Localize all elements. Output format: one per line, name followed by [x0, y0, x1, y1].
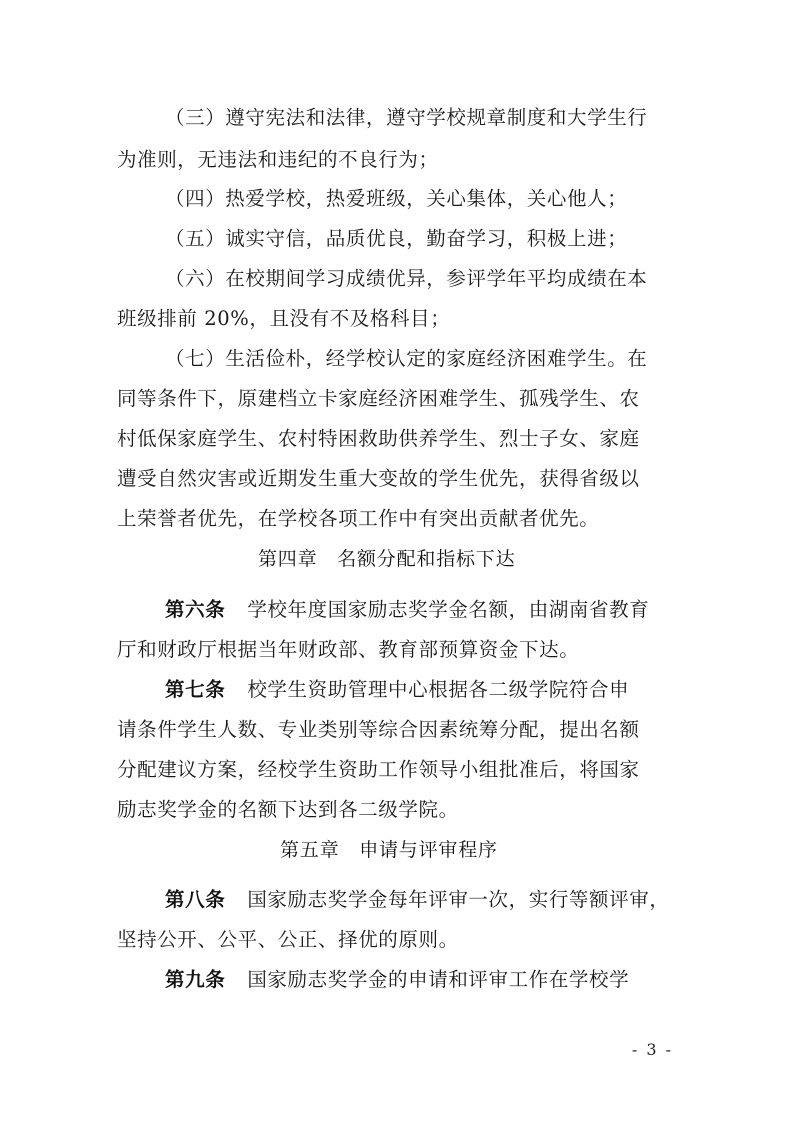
article-8-label: 第八条	[165, 888, 226, 911]
clause-6-line-1: （六）在校期间学习成绩优异，参评学年平均成绩在本	[165, 267, 648, 290]
clause-7-line-1: （七）生活俭朴，经学校认定的家庭经济困难学生。在	[165, 347, 648, 370]
article-7-line-2: 请条件学生人数、专业类别等综合因素统筹分配，提出名额	[117, 718, 640, 741]
article-7-text: 校学生资助管理中心根据各二级学院符合申	[247, 678, 630, 701]
article-9-line-1	[165, 968, 629, 992]
article-8-text: 国家励志奖学金每年评审一次，实行等额评审，	[247, 888, 670, 911]
clause-5-line-1: （五）诚实守信，品质优良，勤奋学习，积极上进；	[165, 227, 628, 250]
article-8-line-2: 坚持公开、公平、公正、择优的原则。	[117, 928, 459, 951]
article-6-line-1	[165, 598, 649, 622]
article-6-line-2: 厅和财政厅根据当年财政部、教育部预算资金下达。	[117, 638, 580, 661]
article-6-text: 学校年度国家励志奖学金名额，由湖南省教育	[247, 598, 650, 621]
article-9-text: 国家励志奖学金的申请和评审工作在学校学	[247, 968, 630, 991]
article-8-line-1	[165, 888, 669, 912]
clause-3-line-1: （三）遵守宪法和法律，遵守学校规章制度和大学生行	[165, 106, 648, 129]
clause-4-line-1: （四）热爱学校，热爱班级，关心集体，关心他人；	[165, 187, 628, 210]
clause-6-line-2: 班级排前 20%，且没有不及格科目；	[117, 307, 451, 330]
clause-7-line-5: 上荣誉者优先，在学校各项工作中有突出贡献者优先。	[117, 507, 600, 530]
article-7-line-1	[165, 678, 629, 702]
clause-7-line-4: 遭受自然灾害或近期发生重大变故的学生优先，获得省级以	[117, 467, 640, 490]
article-7-line-4: 励志奖学金的名额下达到各二级学院。	[117, 798, 459, 821]
article-9-label: 第九条	[165, 968, 226, 991]
clause-7-line-2: 同等条件下，原建档立卡家庭经济困难学生、孤残学生、农	[117, 387, 640, 410]
clause-3-line-2: 为准则，无违法和违纪的不良行为；	[117, 148, 439, 171]
page-number: - 3 -	[631, 1040, 673, 1059]
article-7-line-3: 分配建议方案，经校学生资助工作领导小组批准后，将国家	[117, 758, 640, 781]
article-6-label: 第六条	[165, 598, 226, 621]
chapter-4-heading: 第四章 名额分配和指标下达	[258, 548, 516, 570]
article-7-label: 第七条	[165, 678, 226, 701]
chapter-5-heading: 第五章 申请与评审程序	[280, 839, 498, 861]
clause-7-line-3: 村低保家庭学生、农村特困救助供养学生、烈士子女、家庭	[117, 427, 640, 450]
